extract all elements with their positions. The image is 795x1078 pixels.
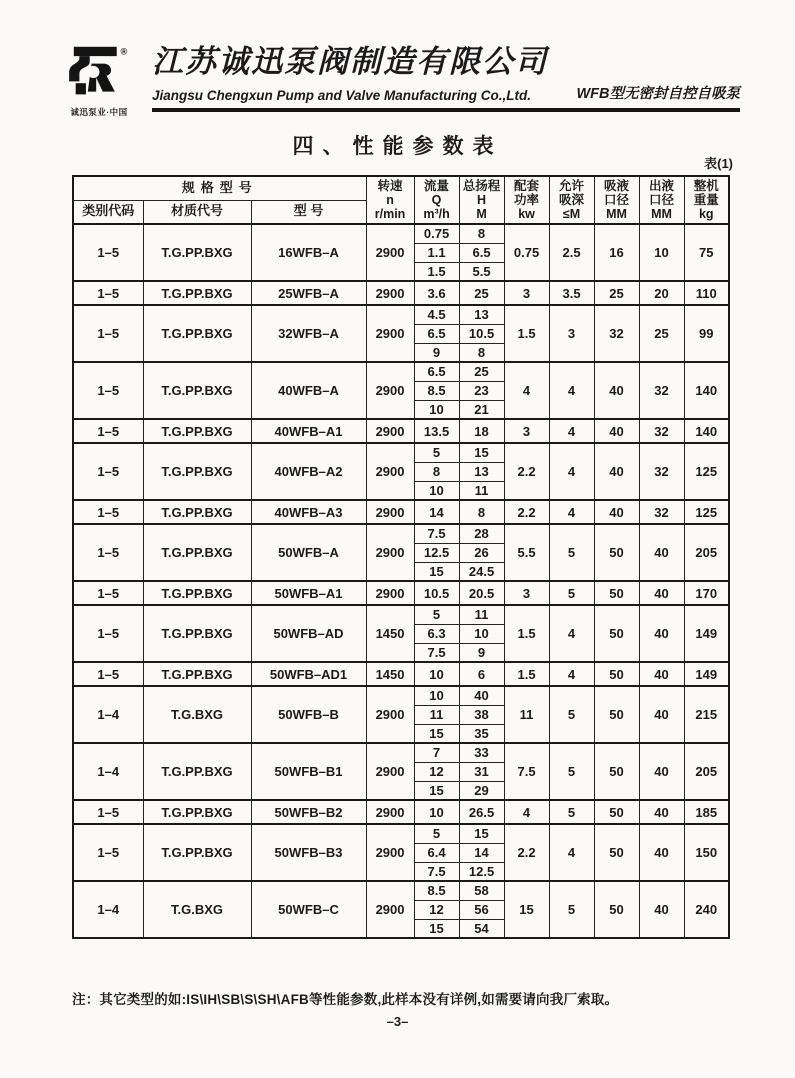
cell-head: 33	[459, 743, 504, 762]
cell-head: 35	[459, 724, 504, 743]
cell-material: T.G.PP.BXG	[143, 605, 251, 662]
cell-category: 1–5	[73, 305, 143, 362]
cell-flow: 10	[414, 662, 459, 686]
cell-speed: 2900	[366, 743, 414, 800]
cell-weight: 215	[684, 686, 729, 743]
cell-category: 1–5	[73, 581, 143, 605]
cell-speed: 2900	[366, 443, 414, 500]
cell-flow: 6.5	[414, 362, 459, 381]
cell-outlet: 25	[639, 305, 684, 362]
brand-subline	[152, 82, 740, 103]
cell-weight: 170	[684, 581, 729, 605]
cell-flow: 7	[414, 743, 459, 762]
cell-power: 2.2	[504, 824, 549, 881]
cell-weight: 149	[684, 662, 729, 686]
cell-category: 1–5	[73, 281, 143, 305]
table-row	[73, 443, 729, 462]
cell-material: T.G.PP.BXG	[143, 524, 251, 581]
header-weight: 整机 重量 kg	[684, 176, 729, 224]
cell-weight: 140	[684, 362, 729, 419]
cell-material: T.G.PP.BXG	[143, 800, 251, 824]
cell-head: 10	[459, 624, 504, 643]
cell-power: 7.5	[504, 743, 549, 800]
cell-power: 2.2	[504, 443, 549, 500]
cell-flow: 9	[414, 343, 459, 362]
cell-suction: 4	[549, 605, 594, 662]
cell-inlet: 50	[594, 824, 639, 881]
cell-material: T.G.PP.BXG	[143, 281, 251, 305]
cell-weight: 99	[684, 305, 729, 362]
cell-outlet: 40	[639, 686, 684, 743]
cell-flow: 15	[414, 562, 459, 581]
cell-weight: 125	[684, 443, 729, 500]
cell-suction: 5	[549, 581, 594, 605]
cell-power: 2.2	[504, 500, 549, 524]
cell-head: 31	[459, 762, 504, 781]
cell-head: 28	[459, 524, 504, 543]
cell-category: 1–4	[73, 686, 143, 743]
cell-flow: 7.5	[414, 862, 459, 881]
cell-material: T.G.PP.BXG	[143, 419, 251, 443]
footnote: 注：其它类型的如:IS\IH\SB\S\SH\AFB等性能参数,此样本没有详例,如需要请向我厂索取。	[72, 992, 619, 1007]
cell-flow: 15	[414, 724, 459, 743]
cell-inlet: 50	[594, 800, 639, 824]
cell-model: 50WFB–B3	[251, 824, 366, 881]
cell-model: 40WFB–A3	[251, 500, 366, 524]
cell-flow: 6.5	[414, 324, 459, 343]
cell-speed: 2900	[366, 419, 414, 443]
cell-speed: 2900	[366, 500, 414, 524]
cell-head: 11	[459, 481, 504, 500]
cell-speed: 1450	[366, 605, 414, 662]
cell-head: 21	[459, 400, 504, 419]
cell-weight: 185	[684, 800, 729, 824]
cell-head: 18	[459, 419, 504, 443]
cell-head: 13	[459, 305, 504, 324]
company-name-en: Jiangsu Chengxun Pump and Valve Manufacturing Co.,Ltd.	[152, 87, 532, 103]
cell-category: 1–4	[73, 881, 143, 938]
table-row	[73, 419, 729, 443]
header-outlet: 出液 口径 MM	[639, 176, 684, 224]
page-number: –3–	[386, 1014, 409, 1029]
cell-flow: 7.5	[414, 643, 459, 662]
brand-text	[140, 44, 740, 118]
cell-suction: 3.5	[549, 281, 594, 305]
cell-head: 13	[459, 462, 504, 481]
header-suction: 允许 吸深 ≤M	[549, 176, 594, 224]
cell-flow: 13.5	[414, 419, 459, 443]
cell-material: T.G.PP.BXG	[143, 743, 251, 800]
table-row	[73, 305, 729, 324]
cell-head: 12.5	[459, 862, 504, 881]
cell-material: T.G.PP.BXG	[143, 224, 251, 281]
cell-model: 50WFB–AD1	[251, 662, 366, 686]
cell-flow: 15	[414, 781, 459, 800]
header-model: 型 号	[251, 200, 366, 224]
cell-flow: 12	[414, 762, 459, 781]
cell-head: 29	[459, 781, 504, 800]
cell-flow: 8.5	[414, 881, 459, 900]
cell-material: T.G.PP.BXG	[143, 362, 251, 419]
header-speed: 转速 n r/min	[366, 176, 414, 224]
section-title: 四、性能参数表	[292, 135, 503, 158]
cell-head: 6	[459, 662, 504, 686]
cell-inlet: 50	[594, 524, 639, 581]
cell-outlet: 20	[639, 281, 684, 305]
table-row	[73, 800, 729, 824]
cell-suction: 5	[549, 881, 594, 938]
cell-material: T.G.BXG	[143, 686, 251, 743]
cell-category: 1–5	[73, 662, 143, 686]
cell-inlet: 50	[594, 662, 639, 686]
cell-flow: 5	[414, 605, 459, 624]
cell-flow: 5	[414, 824, 459, 843]
cell-flow: 1.1	[414, 243, 459, 262]
cell-model: 50WFB–B1	[251, 743, 366, 800]
cell-speed: 2900	[366, 581, 414, 605]
cell-weight: 240	[684, 881, 729, 938]
cell-speed: 2900	[366, 881, 414, 938]
registered-mark: ®	[120, 46, 128, 57]
cell-suction: 4	[549, 824, 594, 881]
cell-suction: 2.5	[549, 224, 594, 281]
header-power: 配套 功率 kw	[504, 176, 549, 224]
cell-head: 14	[459, 843, 504, 862]
cell-power: 1.5	[504, 605, 549, 662]
cell-suction: 5	[549, 743, 594, 800]
cell-power: 5.5	[504, 524, 549, 581]
cell-speed: 2900	[366, 524, 414, 581]
cell-outlet: 32	[639, 443, 684, 500]
cell-head: 26.5	[459, 800, 504, 824]
cell-speed: 2900	[366, 305, 414, 362]
cell-outlet: 40	[639, 824, 684, 881]
cell-model: 40WFB–A	[251, 362, 366, 419]
cell-inlet: 50	[594, 686, 639, 743]
cell-flow: 6.4	[414, 843, 459, 862]
cell-head: 20.5	[459, 581, 504, 605]
product-tagline: WFB型无密封自控自吸泵	[576, 85, 740, 102]
cell-flow: 8.5	[414, 381, 459, 400]
cell-category: 1–5	[73, 524, 143, 581]
cell-inlet: 40	[594, 443, 639, 500]
cell-model: 50WFB–A	[251, 524, 366, 581]
cell-suction: 5	[549, 800, 594, 824]
header-flow: 流量 Q m³/h	[414, 176, 459, 224]
spec-table-body	[73, 224, 729, 938]
header-material: 材质代号	[143, 200, 251, 224]
cell-power: 15	[504, 881, 549, 938]
cell-inlet: 50	[594, 881, 639, 938]
cell-head: 8	[459, 343, 504, 362]
cell-weight: 75	[684, 224, 729, 281]
cell-outlet: 32	[639, 419, 684, 443]
cell-power: 1.5	[504, 662, 549, 686]
cell-head: 6.5	[459, 243, 504, 262]
cell-power: 3	[504, 581, 549, 605]
cell-flow: 10	[414, 800, 459, 824]
cell-flow: 0.75	[414, 224, 459, 243]
cell-category: 1–5	[73, 824, 143, 881]
pump-logo-icon	[62, 44, 136, 100]
cell-speed: 2900	[366, 362, 414, 419]
header-inlet: 吸液 口径 MM	[594, 176, 639, 224]
cell-head: 24.5	[459, 562, 504, 581]
cell-model: 25WFB–A	[251, 281, 366, 305]
cell-category: 1–5	[73, 224, 143, 281]
cell-material: T.G.BXG	[143, 881, 251, 938]
cell-power: 0.75	[504, 224, 549, 281]
cell-head: 5.5	[459, 262, 504, 281]
cell-outlet: 10	[639, 224, 684, 281]
cell-outlet: 40	[639, 743, 684, 800]
cell-flow: 10	[414, 686, 459, 705]
cell-model: 50WFB–C	[251, 881, 366, 938]
cell-model: 50WFB–B	[251, 686, 366, 743]
table-row	[73, 524, 729, 543]
cell-material: T.G.PP.BXG	[143, 581, 251, 605]
cell-speed: 2900	[366, 224, 414, 281]
cell-model: 40WFB–A1	[251, 419, 366, 443]
table-row	[73, 605, 729, 624]
cell-speed: 2900	[366, 281, 414, 305]
cell-flow: 1.5	[414, 262, 459, 281]
cell-head: 8	[459, 224, 504, 243]
cell-category: 1–5	[73, 419, 143, 443]
cell-flow: 8	[414, 462, 459, 481]
cell-inlet: 40	[594, 362, 639, 419]
cell-head: 11	[459, 605, 504, 624]
cell-speed: 2900	[366, 686, 414, 743]
cell-model: 32WFB–A	[251, 305, 366, 362]
cell-head: 26	[459, 543, 504, 562]
cell-inlet: 50	[594, 605, 639, 662]
table-row	[73, 662, 729, 686]
table-row	[73, 281, 729, 305]
cell-outlet: 40	[639, 581, 684, 605]
cell-head: 38	[459, 705, 504, 724]
cell-weight: 149	[684, 605, 729, 662]
cell-head: 15	[459, 824, 504, 843]
cell-outlet: 32	[639, 500, 684, 524]
cell-suction: 4	[549, 662, 594, 686]
performance-parameter-table	[72, 175, 730, 939]
cell-inlet: 40	[594, 500, 639, 524]
cell-category: 1–5	[73, 500, 143, 524]
brand-header	[58, 44, 740, 118]
cell-model: 50WFB–B2	[251, 800, 366, 824]
cell-power: 3	[504, 419, 549, 443]
cell-flow: 12.5	[414, 543, 459, 562]
cell-material: T.G.PP.BXG	[143, 500, 251, 524]
cell-power: 3	[504, 281, 549, 305]
cell-weight: 150	[684, 824, 729, 881]
table-row	[73, 743, 729, 762]
cell-outlet: 32	[639, 362, 684, 419]
table-row	[73, 824, 729, 843]
header-spec-group: 规格型号	[73, 176, 366, 200]
logo-caption: 诚迅泵业·中国	[70, 107, 128, 117]
company-logo	[58, 44, 140, 118]
cell-weight: 140	[684, 419, 729, 443]
cell-model: 40WFB–A2	[251, 443, 366, 500]
cell-flow: 4.5	[414, 305, 459, 324]
table-number-label: 表(1)	[704, 156, 733, 171]
cell-flow: 3.6	[414, 281, 459, 305]
cell-inlet: 40	[594, 419, 639, 443]
cell-head: 40	[459, 686, 504, 705]
table-row	[73, 500, 729, 524]
cell-flow: 7.5	[414, 524, 459, 543]
cell-head: 25	[459, 362, 504, 381]
cell-outlet: 40	[639, 800, 684, 824]
cell-head: 23	[459, 381, 504, 400]
table-row	[73, 881, 729, 900]
header-head: 总扬程 H M	[459, 176, 504, 224]
cell-speed: 2900	[366, 824, 414, 881]
cell-head: 58	[459, 881, 504, 900]
header-category: 类别代码	[73, 200, 143, 224]
table-row	[73, 686, 729, 705]
header-rule	[152, 108, 740, 112]
cell-speed: 2900	[366, 800, 414, 824]
cell-power: 4	[504, 800, 549, 824]
cell-suction: 3	[549, 305, 594, 362]
cell-category: 1–5	[73, 443, 143, 500]
cell-flow: 15	[414, 919, 459, 938]
cell-flow: 10.5	[414, 581, 459, 605]
cell-inlet: 25	[594, 281, 639, 305]
cell-flow: 10	[414, 400, 459, 419]
cell-category: 1–5	[73, 800, 143, 824]
cell-outlet: 40	[639, 605, 684, 662]
cell-model: 50WFB–A1	[251, 581, 366, 605]
cell-flow: 12	[414, 900, 459, 919]
cell-power: 1.5	[504, 305, 549, 362]
cell-suction: 4	[549, 419, 594, 443]
cell-suction: 4	[549, 362, 594, 419]
cell-flow: 11	[414, 705, 459, 724]
cell-outlet: 40	[639, 662, 684, 686]
cell-category: 1–5	[73, 362, 143, 419]
table-header	[73, 176, 729, 224]
cell-material: T.G.PP.BXG	[143, 443, 251, 500]
cell-model: 50WFB–AD	[251, 605, 366, 662]
cell-suction: 4	[549, 443, 594, 500]
cell-suction: 5	[549, 524, 594, 581]
table-row	[73, 362, 729, 381]
cell-head: 15	[459, 443, 504, 462]
cell-material: T.G.PP.BXG	[143, 305, 251, 362]
cell-inlet: 16	[594, 224, 639, 281]
cell-weight: 110	[684, 281, 729, 305]
table-row	[73, 581, 729, 605]
table-row	[73, 224, 729, 243]
cell-head: 54	[459, 919, 504, 938]
cell-head: 56	[459, 900, 504, 919]
cell-outlet: 40	[639, 524, 684, 581]
cell-category: 1–4	[73, 743, 143, 800]
cell-inlet: 32	[594, 305, 639, 362]
cell-head: 8	[459, 500, 504, 524]
cell-inlet: 50	[594, 743, 639, 800]
cell-flow: 10	[414, 481, 459, 500]
cell-head: 9	[459, 643, 504, 662]
cell-category: 1–5	[73, 605, 143, 662]
cell-weight: 205	[684, 743, 729, 800]
cell-weight: 205	[684, 524, 729, 581]
cell-weight: 125	[684, 500, 729, 524]
company-name-cn: 江苏诚迅泵阀制造有限公司	[152, 44, 548, 79]
cell-suction: 5	[549, 686, 594, 743]
cell-material: T.G.PP.BXG	[143, 824, 251, 881]
cell-model: 16WFB–A	[251, 224, 366, 281]
cell-speed: 1450	[366, 662, 414, 686]
cell-flow: 14	[414, 500, 459, 524]
cell-head: 25	[459, 281, 504, 305]
cell-flow: 6.3	[414, 624, 459, 643]
cell-material: T.G.PP.BXG	[143, 662, 251, 686]
cell-inlet: 50	[594, 581, 639, 605]
cell-power: 4	[504, 362, 549, 419]
cell-outlet: 40	[639, 881, 684, 938]
cell-flow: 5	[414, 443, 459, 462]
cell-head: 10.5	[459, 324, 504, 343]
cell-power: 11	[504, 686, 549, 743]
cell-suction: 4	[549, 500, 594, 524]
